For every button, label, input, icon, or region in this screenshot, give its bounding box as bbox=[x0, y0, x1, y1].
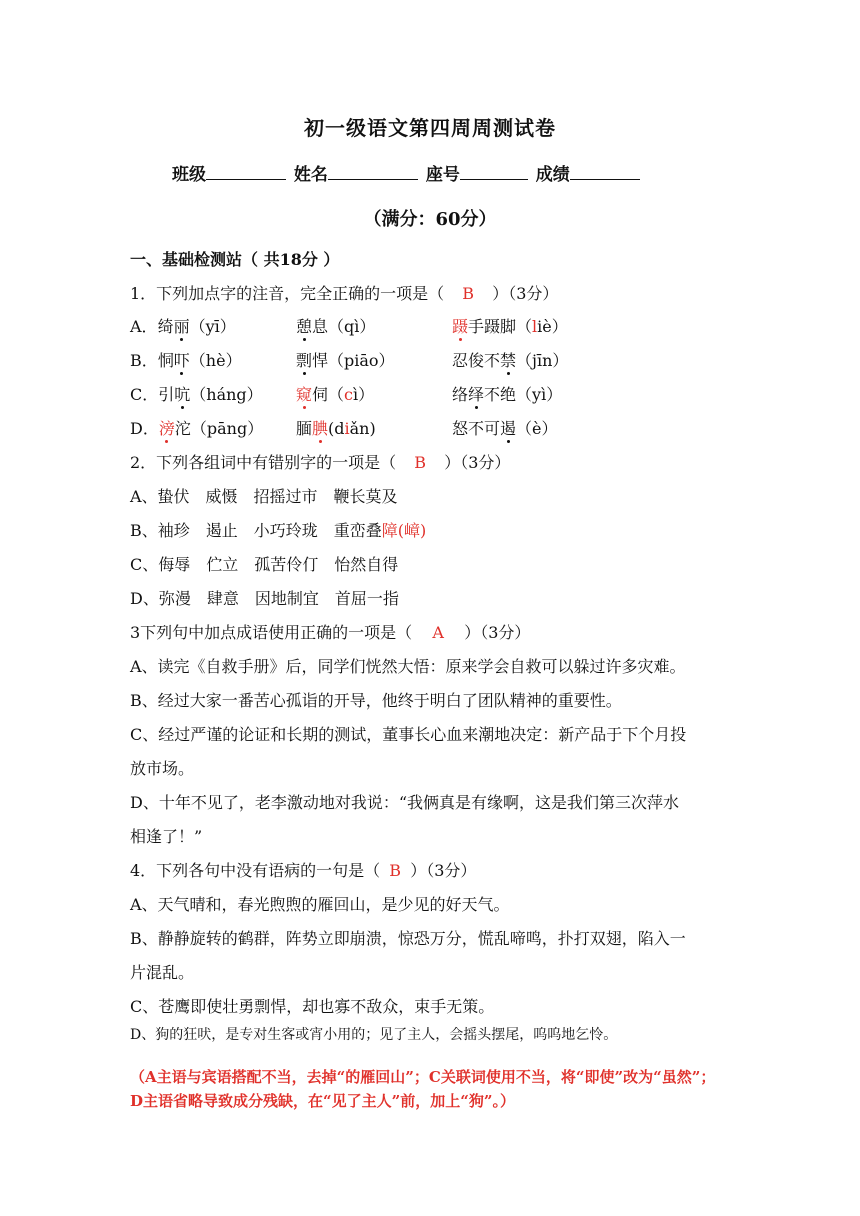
q3-option-c-line1: C、经过严谨的论证和长期的测试，董事长心血来潮地决定：新产品于下个月投 bbox=[130, 725, 687, 744]
pinyin: (d bbox=[328, 419, 345, 438]
word-part: 络 bbox=[452, 385, 469, 404]
corrected-letter: c bbox=[344, 385, 353, 404]
word-part: 腼 bbox=[296, 419, 313, 438]
corrected-letter: i bbox=[344, 419, 350, 438]
page-title: 初一级语文第四周周测试卷 bbox=[304, 116, 556, 140]
dotted-char: 吭 bbox=[174, 385, 191, 404]
q1-option-d bbox=[130, 416, 263, 439]
q4-option-a: A、天气晴和，春光煦煦的雁回山，是少见的好天气。 bbox=[130, 895, 510, 914]
q1-option-c bbox=[130, 382, 263, 405]
q3-option-a: A、读完《自救手册》后，同学们恍然大悟：原来学会自救可以躲过许多灾难。 bbox=[130, 657, 686, 676]
q1-option-d-word3 bbox=[452, 416, 558, 439]
pinyin: 不绝（yì） bbox=[484, 385, 563, 404]
q4-option-d: D、狗的狂吠，是专对生客或宵小用的；见了主人，会摇头摆尾，呜呜地乞怜。 bbox=[130, 1027, 618, 1043]
q1-stem-text: 1．下列加点字的注音，完全正确的一项是（ bbox=[130, 284, 445, 303]
q4-explanation-line2: D主语省略导致成分残缺，在“见了主人”前，加上“狗”。） bbox=[130, 1092, 516, 1110]
student-info-line bbox=[172, 160, 642, 185]
name-label: 姓名 bbox=[293, 165, 328, 185]
option-letter: D． bbox=[130, 419, 159, 438]
pinyin: 沱（pāng） bbox=[174, 419, 264, 438]
word-part: 怒不可 bbox=[452, 419, 501, 438]
class-blank[interactable] bbox=[206, 161, 286, 180]
q1-stem-tail: ）（3分） bbox=[492, 284, 559, 303]
q1-option-c-word3 bbox=[452, 382, 562, 405]
q1-option-b bbox=[130, 348, 242, 371]
word-part: 忍俊不 bbox=[452, 351, 501, 370]
dotted-char: 蹑 bbox=[452, 317, 469, 336]
dotted-char: 丽 bbox=[173, 317, 190, 336]
q2-stem bbox=[130, 450, 510, 473]
q2-option-c: C、侮辱 伫立 孤苦伶仃 怡然自得 bbox=[130, 555, 399, 574]
dotted-char: 禁 bbox=[500, 351, 517, 370]
q4-option-b-line2: 片混乱。 bbox=[130, 963, 195, 982]
seat-blank[interactable] bbox=[460, 161, 528, 180]
corrected-letter: l bbox=[532, 317, 538, 336]
word-part: 绮 bbox=[157, 317, 174, 336]
option-letter: B． bbox=[130, 351, 158, 370]
option-letter: A． bbox=[130, 317, 158, 336]
wrong-char-correction: 障(嶂) bbox=[381, 521, 427, 540]
q3-stem bbox=[130, 620, 530, 643]
pinyin-tail: iè） bbox=[537, 317, 568, 336]
pinyin-tail: ì） bbox=[353, 385, 375, 404]
q4-stem-tail: ）（3分） bbox=[410, 861, 477, 880]
dotted-char: 滂 bbox=[158, 419, 175, 438]
pinyin: （yī） bbox=[189, 317, 236, 336]
q1-option-d-word2 bbox=[296, 416, 376, 439]
q1-stem bbox=[130, 281, 558, 304]
dotted-char: 窥 bbox=[296, 385, 313, 404]
seat-label: 座号 bbox=[425, 165, 460, 185]
pinyin: （háng） bbox=[190, 385, 263, 404]
q1-option-a bbox=[130, 314, 236, 337]
pinyin-tail: ǎn) bbox=[349, 419, 376, 438]
q2-option-a: A、蛰伏 威慑 招摇过市 鞭长莫及 bbox=[130, 487, 398, 506]
dotted-char: 遏 bbox=[500, 419, 517, 438]
class-label: 班级 bbox=[172, 165, 206, 185]
q1-option-a-word2 bbox=[296, 314, 375, 337]
option-text: B、袖珍 遏止 小巧玲珑 重峦叠 bbox=[130, 521, 382, 540]
q3-option-c-line2: 放市场。 bbox=[130, 759, 195, 778]
q4-option-c: C、苍鹰即使壮勇剽悍，却也寡不敌众，束手无策。 bbox=[130, 997, 495, 1016]
q1-option-c-word2 bbox=[296, 382, 374, 405]
q2-answer: B bbox=[414, 453, 427, 472]
pinyin: 息（qì） bbox=[312, 317, 376, 336]
q1-option-b-word3 bbox=[452, 348, 568, 371]
pinyin: 悍（piāo） bbox=[312, 351, 395, 370]
word-part: 恫 bbox=[157, 351, 174, 370]
dotted-char: 憩 bbox=[296, 317, 313, 336]
pinyin: （è） bbox=[516, 419, 558, 438]
q4-option-b-line1: B、静静旋转的鹤群，阵势立即崩溃，惊恐万分，慌乱啼鸣，扑打双翅，陷入一 bbox=[130, 929, 686, 948]
pinyin: 伺（ bbox=[312, 385, 345, 404]
q2-option-b bbox=[130, 518, 426, 541]
option-letter: C． bbox=[130, 385, 159, 404]
q1-option-b-word2 bbox=[296, 348, 395, 371]
grade-label: 成绩 bbox=[535, 165, 570, 185]
q4-stem bbox=[130, 858, 476, 881]
dotted-char: 吓 bbox=[173, 351, 190, 370]
full-score: （满分：60分） bbox=[363, 209, 497, 230]
q4-explanation-line1: （A主语与宾语搭配不当，去掉“的雁回山”；C关联词使用不当，将“即使”改为“虽然”； bbox=[130, 1068, 716, 1086]
pinyin: 手蹑脚（ bbox=[468, 317, 533, 336]
q3-stem-tail: ）（3分） bbox=[464, 623, 531, 642]
grade-blank[interactable] bbox=[570, 161, 640, 180]
q3-option-b: B、经过大家一番苦心孤诣的开导，他终于明白了团队精神的重要性。 bbox=[130, 691, 622, 710]
q2-option-d: D、弥漫 肆意 因地制宜 首屈一指 bbox=[130, 589, 399, 608]
q1-option-a-word3 bbox=[452, 314, 568, 337]
q1-answer: B bbox=[462, 284, 475, 303]
q3-stem-text: 3下列句中加点成语使用正确的一项是（ bbox=[130, 623, 413, 642]
pinyin: （hè） bbox=[189, 351, 242, 370]
name-blank[interactable] bbox=[328, 161, 418, 180]
q3-option-d-line2: 相逢了！” bbox=[130, 827, 203, 846]
dotted-char: 绎 bbox=[468, 385, 485, 404]
q4-stem-text: 4．下列各句中没有语病的一句是（ bbox=[130, 861, 381, 880]
q2-stem-text: 2．下列各组词中有错别字的一项是（ bbox=[130, 453, 397, 472]
q2-stem-tail: ）（3分） bbox=[444, 453, 511, 472]
section-heading: 一、基础检测站（ 共18分 ） bbox=[130, 250, 340, 269]
dotted-char: 剽 bbox=[296, 351, 313, 370]
q4-answer: B bbox=[389, 861, 402, 880]
word-part: 引 bbox=[158, 385, 175, 404]
q3-answer: A bbox=[432, 623, 444, 642]
q3-option-d-line1: D、十年不见了，老李激动地对我说：“我俩真是有缘啊，这是我们第三次萍水 bbox=[130, 793, 680, 812]
dotted-char: 腆 bbox=[312, 419, 329, 438]
pinyin: （jīn） bbox=[516, 351, 569, 370]
